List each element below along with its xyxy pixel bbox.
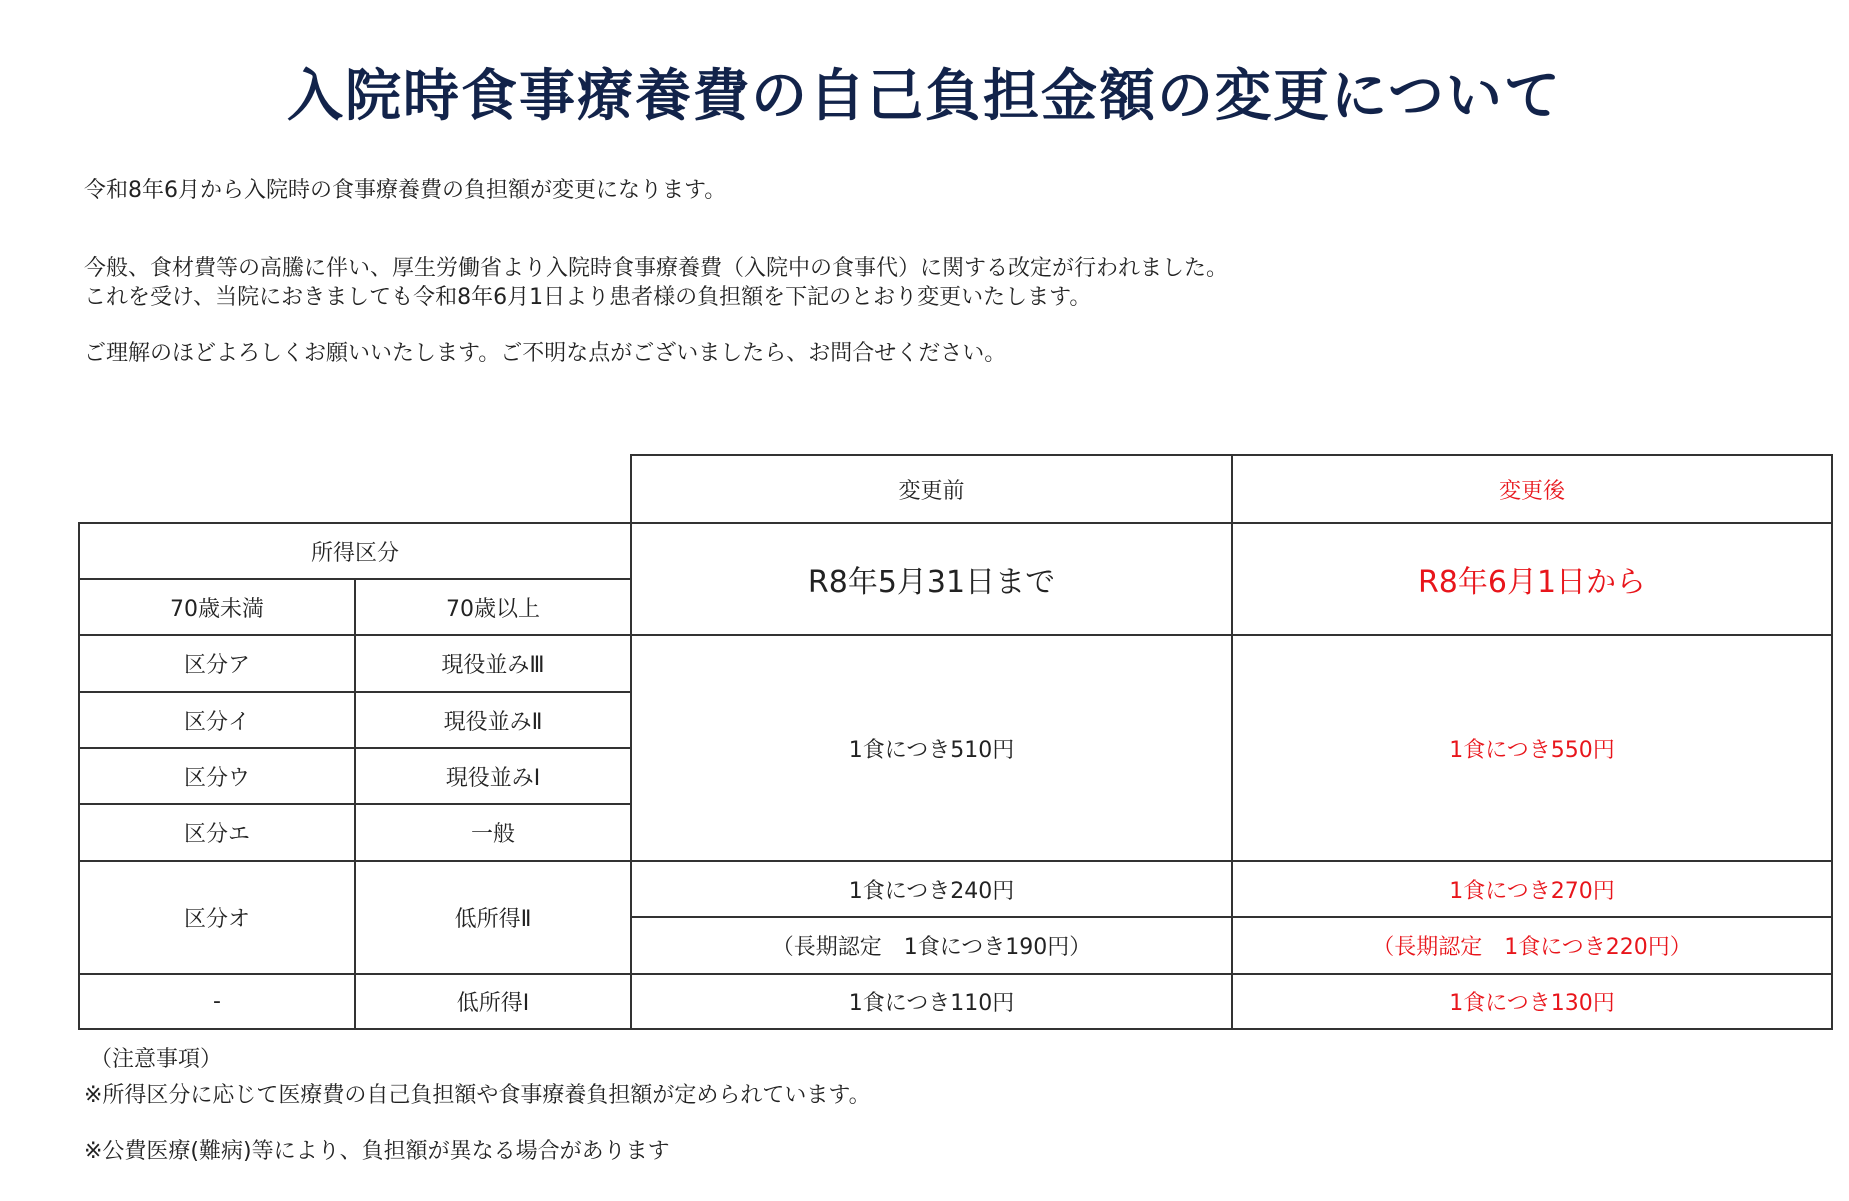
col-under70: 70歳未満 [170, 596, 264, 622]
intro-line-2: 今般、食材費等の高騰に伴い、厚生労働省より入院時食事療養費（入院中の食事代）に関する改定が行われました。 [84, 256, 1229, 281]
fee-before-low2: 1食につき240円 [848, 878, 1015, 904]
date-after: R8年6月1日から [1417, 565, 1647, 600]
header-before: 変更前 [898, 478, 965, 504]
row-under70: - [213, 989, 221, 1014]
date-before: R8年5月31日まで [807, 565, 1056, 600]
row-over70: 現役並みⅡ [443, 709, 543, 735]
row-under70: 区分ウ [183, 765, 250, 791]
row-over70: 低所得Ⅱ [454, 907, 532, 932]
row-under70: 区分エ [183, 822, 250, 847]
income-header: 所得区分 [310, 540, 399, 566]
note-2: ※公費医療(難病)等により、負担額が異なる場合があります [84, 1139, 670, 1164]
row-over70: 低所得Ⅰ [456, 991, 530, 1016]
fee-after-low2-long: （長期認定 1食につき220円） [1372, 935, 1692, 960]
row-under70: 区分イ [183, 709, 250, 735]
row-over70: 現役並みⅠ [445, 765, 541, 791]
table-line [78, 1028, 1833, 1030]
fee-after-low2: 1食につき270円 [1449, 878, 1615, 904]
row-under70: 区分オ [183, 907, 250, 932]
page-title: 入院時食事療養費の自己負担金額の変更について [287, 64, 1562, 129]
fee-after-general: 1食につき550円 [1449, 737, 1615, 763]
notes-heading: （注意事項） [90, 1047, 223, 1072]
intro-line-3: これを受け、当院におきましても令和8年6月1日より患者様の負担額を下記のとおり変更いたします。 [84, 285, 1092, 310]
col-over70: 70歳以上 [446, 596, 540, 622]
intro-line-4: ご理解のほどよろしくお願いいたします。ご不明な点がございましたら、お問合せください。 [84, 341, 1007, 366]
row-over70: 現役並みⅢ [441, 653, 545, 678]
fee-after-low1: 1食につき130円 [1449, 991, 1615, 1016]
row-under70: 区分ア [183, 653, 250, 678]
fee-before-low2-long: （長期認定 1食につき190円） [771, 935, 1092, 960]
table-line [1831, 454, 1833, 1030]
row-over70: 一般 [470, 822, 515, 847]
fee-before-low1: 1食につき110円 [848, 991, 1015, 1016]
note-1: ※所得区分に応じて医療費の自己負担額や食事療養負担額が定められています。 [84, 1083, 871, 1108]
header-after: 変更後 [1498, 478, 1565, 504]
intro-line-1: 令和8年6月から入院時の食事療養費の負担額が変更になります。 [84, 178, 727, 203]
fee-before-general: 1食につき510円 [848, 737, 1015, 763]
